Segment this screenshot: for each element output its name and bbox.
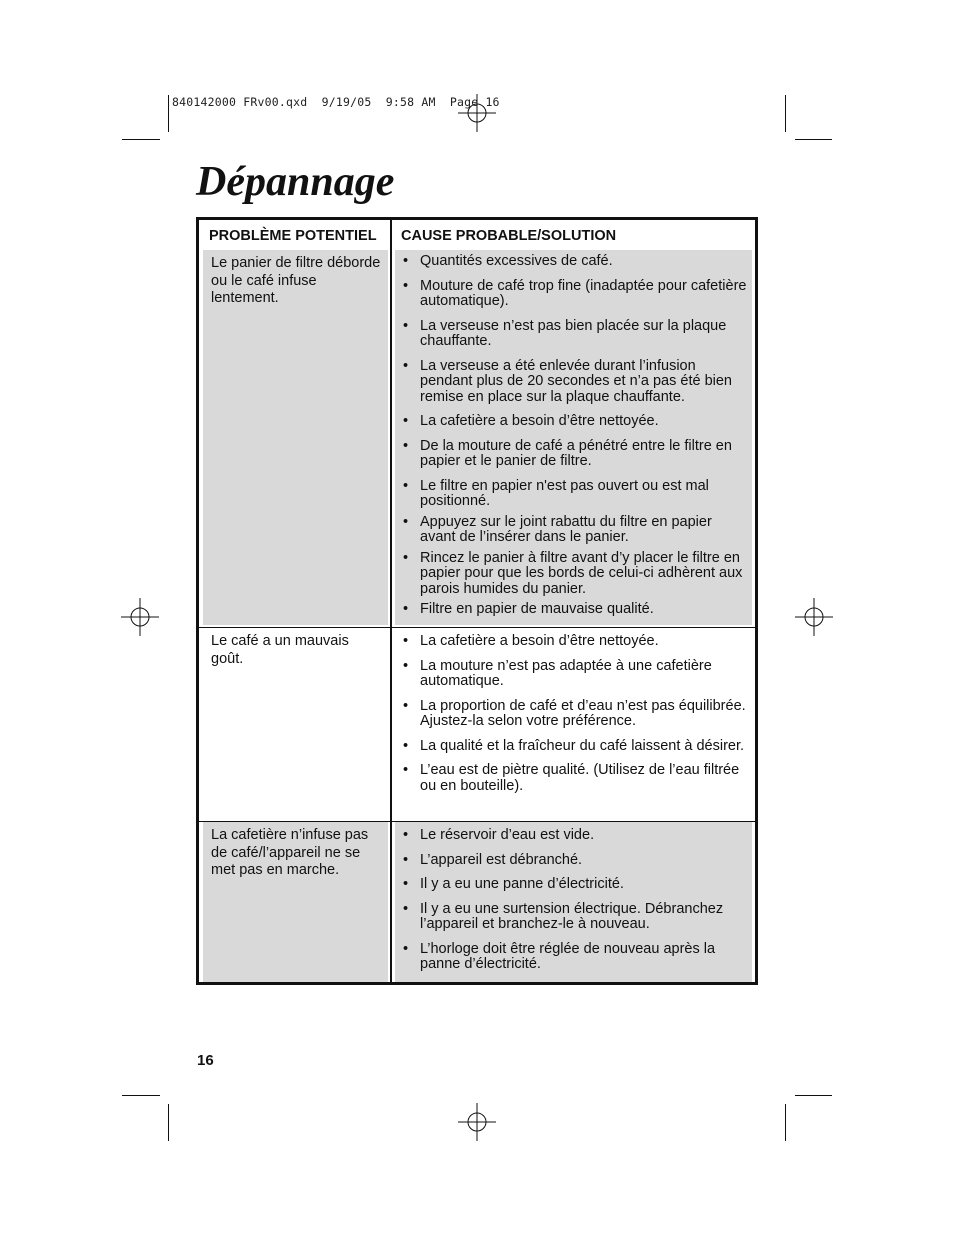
cause-list xyxy=(401,828,747,973)
cause-item: • Rincez le panier à filtre avant d’y placer le filtre en papier pour que les bords de celui-ci adhèrent aux parois humides du panier. xyxy=(401,551,747,598)
crop-mark xyxy=(795,1095,832,1096)
problem-cell: Le panier de filtre déborde ou le café infuse lentement. xyxy=(211,255,381,306)
cause-item: • La verseuse n’est pas bien placée sur la plaque chauffante. xyxy=(401,319,747,350)
problem-cell: Le café a un mauvais goût. xyxy=(211,633,349,667)
registration-mark-icon xyxy=(458,1103,496,1141)
table-row xyxy=(199,822,755,985)
cause-list xyxy=(401,254,747,618)
cause-item: • L’eau est de piètre qualité. (Utilisez de l’eau filtrée ou en bouteille). xyxy=(401,763,747,794)
cause-list xyxy=(401,634,747,794)
cause-item: • L’horloge doit être réglée de nouveau après la panne d’électricité. xyxy=(401,942,747,973)
cause-item: • Mouture de café trop fine (inadaptée pour cafetière automatique). xyxy=(401,279,747,310)
table-header xyxy=(199,220,755,250)
page-number: 16 xyxy=(197,1052,214,1069)
cause-item: • La qualité et la fraîcheur du café laissent à désirer. xyxy=(401,739,747,755)
cause-item: • Filtre en papier de mauvaise qualité. xyxy=(401,602,747,618)
cause-item: • La cafetière a besoin d’être nettoyée. xyxy=(401,414,747,430)
crop-mark xyxy=(168,1104,169,1141)
cause-item: • L’appareil est débranché. xyxy=(401,853,747,869)
crop-mark xyxy=(795,139,832,140)
cause-item: • Quantités excessives de café. xyxy=(401,254,747,270)
header-cause: CAUSE PROBABLE/SOLUTION xyxy=(401,228,617,244)
page-title: Dépannage xyxy=(196,159,395,205)
registration-mark-icon xyxy=(795,598,833,636)
cause-item: • La mouture n’est pas adaptée à une cafetière automatique. xyxy=(401,659,747,690)
crop-mark xyxy=(122,1095,160,1096)
print-slug: 840142000 FRv00.qxd 9/19/05 9:58 AM Page 16 xyxy=(172,95,500,109)
crop-mark xyxy=(168,95,169,132)
problem-cell: La cafetière n’infuse pas de café/l’appareil ne se met pas en marche. xyxy=(211,827,369,878)
crop-mark xyxy=(785,1104,786,1141)
column-divider xyxy=(390,220,392,982)
cause-item: • La cafetière a besoin d’être nettoyée. xyxy=(401,634,747,650)
troubleshooting-table xyxy=(196,217,758,985)
registration-mark-icon xyxy=(458,94,496,132)
cause-item: • Il y a eu une panne d’électricité. xyxy=(401,877,747,893)
cause-item: • Appuyez sur le joint rabattu du filtre en papier avant de l’insérer dans le panier. xyxy=(401,515,747,546)
registration-mark-icon xyxy=(121,598,159,636)
cause-item: • Le filtre en papier n'est pas ouvert ou est mal positionné. xyxy=(401,479,747,510)
cause-item: • De la mouture de café a pénétré entre le filtre en papier et le panier de filtre. xyxy=(401,439,747,470)
crop-mark xyxy=(122,139,160,140)
table-row xyxy=(199,250,755,628)
table-row xyxy=(199,628,755,822)
cause-item: • Le réservoir d’eau est vide. xyxy=(401,828,747,844)
cause-item: • La verseuse a été enlevée durant l’infusion pendant plus de 20 secondes et n’a pas été bien remise en place sur la plaque chauffante. xyxy=(401,359,747,406)
crop-mark xyxy=(785,95,786,132)
header-problem: PROBLÈME POTENTIEL xyxy=(209,228,377,244)
cause-item: • La proportion de café et d’eau n’est pas équilibrée. Ajustez-la selon votre préférence. xyxy=(401,699,747,730)
cause-item: • Il y a eu une surtension électrique. Débranchez l’appareil et branchez-le à nouveau. xyxy=(401,902,747,933)
